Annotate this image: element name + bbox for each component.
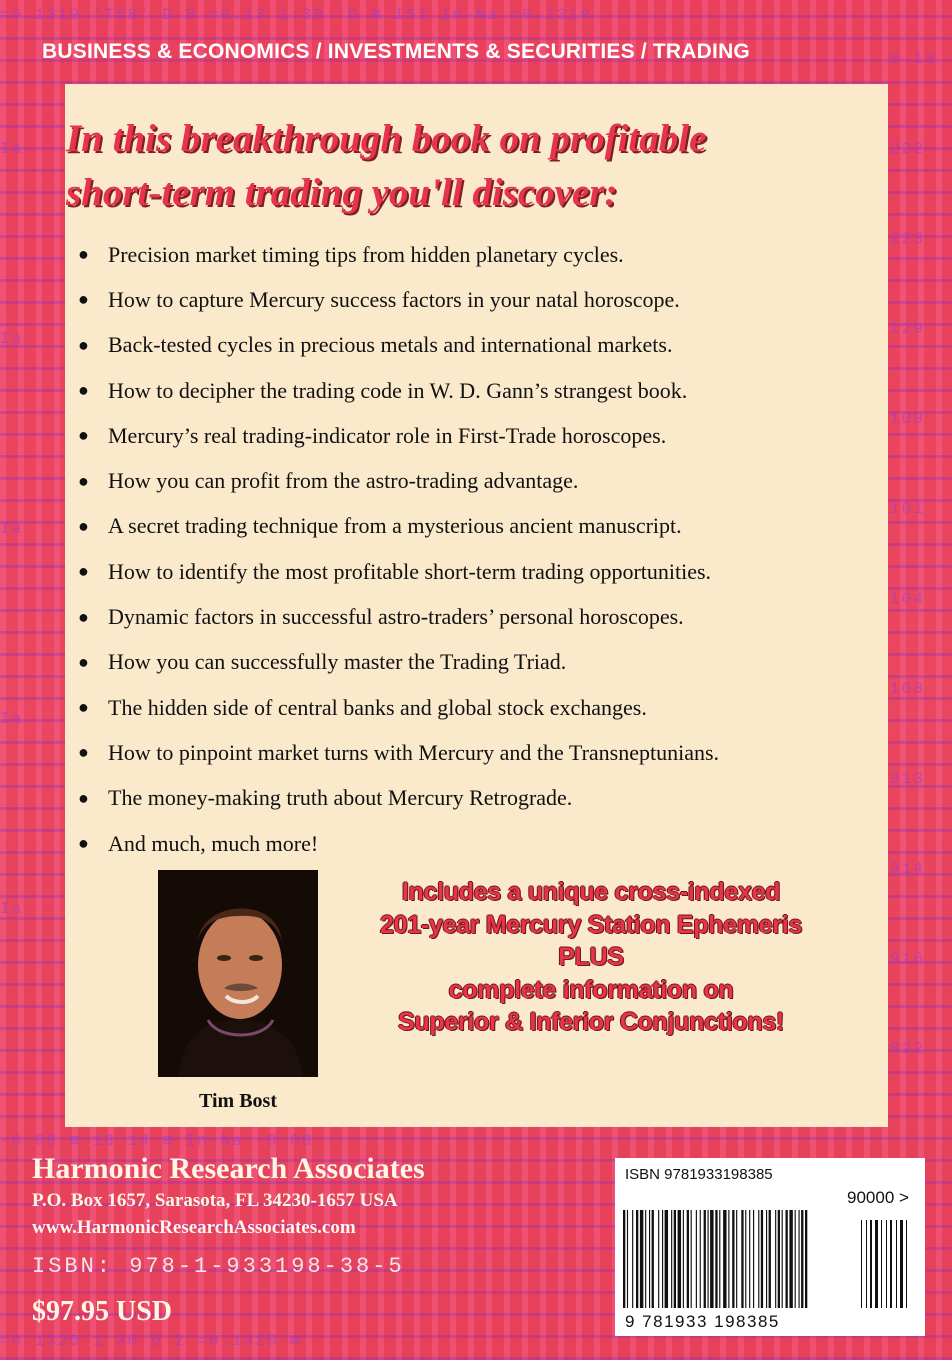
- list-item: ● How you can successfully master the Trading Triad.: [78, 649, 567, 675]
- bullet-icon: ●: [78, 380, 89, 401]
- headline: [66, 112, 826, 220]
- barcode-price-code: 90000 >: [847, 1188, 909, 1207]
- promo-line: Superior & Inferior Conjunctions!: [398, 1008, 784, 1036]
- publisher-website: www.HarmonicResearchAssociates.com: [32, 1217, 356, 1238]
- bullet-icon: ●: [78, 697, 89, 718]
- bullet-icon: ●: [78, 833, 89, 853]
- barcode-isbn: ISBN 9781933198385: [625, 1166, 773, 1183]
- isbn-label: ISBN: 978-1-933198-38-5: [32, 1254, 405, 1279]
- bullet-icon: ●: [78, 515, 89, 536]
- list-item: ● The hidden side of central banks and global stock exchanges.: [78, 694, 647, 720]
- list-item: ● How you can profit from the astro-trading advantage.: [78, 468, 579, 494]
- list-item: ● Mercury’s real trading-indicator role in First-Trade horoscopes.: [78, 422, 667, 448]
- bullet-icon: ●: [78, 425, 89, 446]
- bullet-icon: ●: [78, 561, 89, 582]
- bullet-icon: ●: [78, 244, 89, 265]
- list-item: ● A secret trading technique from a mysterious ancient manuscript.: [78, 513, 682, 539]
- author-caption: Tim Bost: [199, 1090, 277, 1112]
- barcode-icon: [621, 1210, 919, 1310]
- bullet-icon: ●: [78, 289, 89, 310]
- promo-line: complete information on: [448, 975, 734, 1004]
- bullet-icon: ●: [78, 334, 89, 355]
- promo-line: 201-year Mercury Station Ephemeris: [380, 910, 802, 939]
- list-item: ● How to decipher the trading code in W. D. Gann’s strangest book.: [78, 377, 688, 403]
- list-item: ● How to capture Mercury success factors in your natal horoscope.: [78, 286, 680, 312]
- price-label: $97.95 USD: [32, 1296, 173, 1327]
- list-item: ● Back-tested cycles in precious metals and international markets.: [78, 332, 673, 358]
- headline-line-2: short-term trading you'll discover:: [66, 171, 618, 214]
- bullet-icon: ●: [78, 651, 89, 672]
- list-item: ● How to identify the most profitable short-term trading opportunities.: [78, 558, 712, 584]
- bullet-icon: ●: [78, 470, 89, 491]
- publisher-name: Harmonic Research Associates: [32, 1152, 425, 1185]
- bullet-icon: ●: [78, 606, 89, 627]
- promo-line: PLUS: [558, 943, 624, 971]
- list-item: ● Dynamic factors in successful astro-traders’ personal horoscopes.: [78, 604, 684, 630]
- barcode-number: 9 781933 198385: [625, 1312, 780, 1331]
- promo-line: Includes a unique cross-indexed: [401, 878, 781, 906]
- barcode-block: [615, 1158, 925, 1336]
- promo-callout: [330, 876, 852, 1039]
- list-item: ● How to pinpoint market turns with Mercury and the Transneptunians.: [78, 739, 720, 765]
- publisher-address: P.O. Box 1657, Sarasota, FL 34230-1657 USA: [32, 1190, 398, 1211]
- headline-line-1: In this breakthrough book on profitable: [66, 117, 707, 160]
- list-item: ● And much, much more!: [78, 830, 319, 856]
- bullet-icon: ●: [78, 742, 89, 763]
- list-item: ● Precision market timing tips from hidden planetary cycles.: [78, 241, 624, 267]
- author-photo: [158, 870, 318, 1077]
- list-item: ● The money-making truth about Mercury Retrograde.: [78, 785, 573, 811]
- category-label: BUSINESS & ECONOMICS / INVESTMENTS & SECURITIES / TRADING: [42, 40, 750, 63]
- bullet-icon: ●: [78, 787, 89, 808]
- feature-list: [78, 232, 719, 866]
